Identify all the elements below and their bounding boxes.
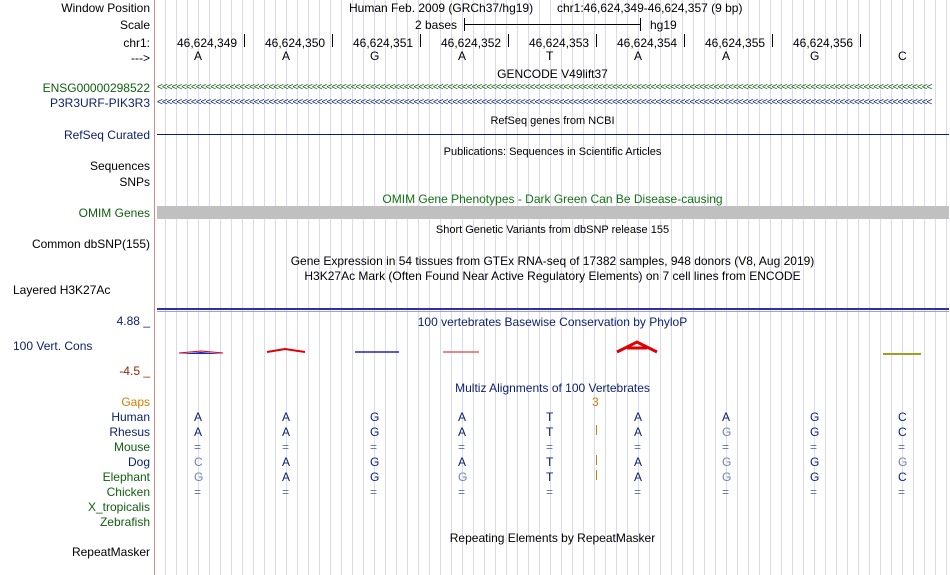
ruler-position-label: 46,624,352 (441, 36, 502, 50)
alignment-base: C (194, 455, 203, 469)
gene-track-ensg-strand-arrows: <<<<<<<<<<<<<<<<<<<<<<<<<<<<<<<<<<<<<<<<<<<<<<<<<<<<<<<<<<<<<<<<<<<<<<<<<<<<<<<<<<<<<<<<<<<<<<<<<<<<<<<<<<<<<<<<<<<<<<<<<<<<<<<<<<<<<<<<<<<<<<<<<<<<<<<<<<<<<<<< (157, 83, 932, 93)
alignment-base: G (810, 455, 820, 469)
ruler-position-label: 46,624,350 (265, 36, 326, 50)
gaps-label: Gaps (121, 395, 150, 409)
alignment-base: G (370, 410, 380, 424)
position-title: chr1:46,624,349-46,624,357 (9 bp) (557, 1, 743, 15)
base-letter: A (194, 49, 203, 63)
h3k27ac-track-label[interactable]: Layered H3K27Ac (13, 283, 111, 297)
alignment-base: A (722, 410, 731, 424)
gene-track-p3r3urf[interactable] (157, 98, 949, 108)
alignment-base: A (194, 410, 203, 424)
alignment-base: G (722, 455, 732, 469)
alignment-base: = (282, 440, 290, 454)
phylop-title: 100 vertebrates Basewise Conservation by PhyloP (417, 315, 688, 329)
alignment-base: A (458, 425, 467, 439)
ruler-tick (332, 34, 333, 47)
alignment-base: G (370, 455, 380, 469)
alignment-base: = (194, 485, 202, 499)
species-label-elephant[interactable]: Elephant (102, 470, 150, 484)
alignment-base: = (458, 440, 466, 454)
alignment-base: = (634, 440, 642, 454)
alignment-base: = (898, 485, 906, 499)
snps-track-label[interactable]: SNPs (119, 175, 150, 189)
alignment-base: G (722, 425, 732, 439)
alignment-base: = (722, 440, 730, 454)
ruler-position-label: 46,624,353 (529, 36, 590, 50)
sequences-track-label[interactable]: Sequences (89, 159, 150, 173)
refseq-track-label[interactable]: RefSeq Curated (63, 128, 150, 142)
dbsnp-track-label[interactable]: Common dbSNP(155) (31, 237, 150, 251)
alignment-base: C (898, 425, 907, 439)
gencode-title: GENCODE V49lift37 (497, 67, 608, 81)
multiz-title: Multiz Alignments of 100 Vertebrates (455, 381, 650, 395)
scale-text: 2 bases (415, 18, 458, 32)
alignment-base: = (898, 440, 906, 454)
base-letter: A (722, 49, 731, 63)
base-letter: A (458, 49, 467, 63)
alignment-base: G (458, 470, 468, 484)
alignment-base: = (722, 485, 730, 499)
alignment-base: A (634, 455, 643, 469)
ruler-position-label: 46,624,354 (617, 36, 678, 50)
species-label-rhesus[interactable]: Rhesus (109, 425, 150, 439)
ruler-tick (420, 34, 421, 47)
scale-bar (464, 24, 640, 25)
base-letter: G (370, 49, 380, 63)
alignment-base: A (634, 425, 643, 439)
alignment-base: A (458, 455, 467, 469)
alignment-base: C (898, 470, 907, 484)
base-letter: T (546, 49, 554, 63)
conservation-plot[interactable] (157, 338, 949, 360)
publications-title: Publications: Sequences in Scientific Articles (443, 146, 662, 158)
window-position-label: Window Position (61, 1, 150, 15)
alignment-base: = (370, 485, 378, 499)
ruler-tick (244, 34, 245, 47)
gap-mark-dog (596, 455, 597, 465)
alignment-base: G (898, 455, 908, 469)
assembly-title: Human Feb. 2009 (GRCh37/hg19) (349, 1, 534, 15)
alignment-base: T (546, 470, 554, 484)
alignment-base: A (634, 410, 643, 424)
alignment-base: A (634, 470, 643, 484)
chr-label: chr1: (123, 36, 150, 50)
alignment-base: G (810, 425, 820, 439)
alignment-base: A (194, 425, 203, 439)
alignment-base: = (634, 485, 642, 499)
species-label-x_tropicalis[interactable]: X_tropicalis (87, 500, 150, 514)
gene-label-ensg[interactable]: ENSG00000298522 (42, 81, 150, 95)
refseq-gene-line[interactable] (157, 134, 949, 135)
cons-min-label: -4.5 _ (119, 364, 150, 378)
base-letter: A (282, 49, 291, 63)
ruler-tick (596, 34, 597, 47)
alignment-base: A (282, 410, 291, 424)
alignment-base: = (282, 485, 290, 499)
ruler-position-label: 46,624,349 (177, 36, 238, 50)
gene-track-ensg[interactable] (157, 83, 949, 93)
base-letter: G (810, 49, 820, 63)
alignment-base: A (458, 410, 467, 424)
scale-label: Scale (119, 18, 150, 32)
alignment-base: G (722, 470, 732, 484)
gaps-value: 3 (592, 395, 599, 409)
base-letter: A (634, 49, 643, 63)
alignment-base: T (546, 455, 554, 469)
gene-label-p3r3urf[interactable]: P3R3URF-PIK3R3 (49, 96, 150, 110)
alignment-base: A (282, 470, 291, 484)
ruler-tick (772, 34, 773, 47)
cons-track-label[interactable]: 100 Vert. Cons (13, 339, 93, 353)
ruler-tick (684, 34, 685, 47)
species-label-human[interactable]: Human (111, 410, 150, 424)
alignment-base: T (546, 425, 554, 439)
scale-db: hg19 (650, 18, 677, 32)
alignment-base: G (810, 410, 820, 424)
h3k27ac-signal-line (157, 308, 949, 310)
repeatmasker-title: Repeating Elements by RepeatMasker (449, 531, 656, 545)
alignment-base: G (370, 425, 380, 439)
alignment-base: = (546, 440, 554, 454)
dbsnp-title: Short Genetic Variants from dbSNP release 155 (435, 224, 670, 236)
alignment-base: = (370, 440, 378, 454)
cons-mark-6 (617, 342, 657, 352)
alignment-base: A (282, 425, 291, 439)
scale-bar-right-tick (640, 18, 641, 31)
species-label-mouse[interactable]: Mouse (113, 440, 150, 454)
scale-bar-left-tick (464, 18, 465, 31)
species-label-zebrafish[interactable]: Zebrafish (99, 515, 150, 529)
alignment-base: T (546, 410, 554, 424)
ruler-tick (508, 34, 509, 47)
alignment-base: G (370, 470, 380, 484)
ruler-tick (860, 34, 861, 47)
alignment-base: = (810, 440, 818, 454)
ruler-position-label: 46,624,355 (705, 36, 766, 50)
gtex-title: Gene Expression in 54 tissues from GTEx RNA-seq of 17382 samples, 948 donors (V8, Aug 2019) (290, 254, 815, 268)
h3k27ac-title: H3K27Ac Mark (Often Found Near Active Regulatory Elements) on 7 cell lines from ENCODE (304, 269, 801, 283)
alignment-base: G (194, 470, 204, 484)
omim-track-label[interactable]: OMIM Genes (78, 206, 150, 220)
strand-label[interactable]: ---> (131, 51, 150, 65)
alignment-base: = (194, 440, 202, 454)
alignment-base: = (810, 485, 818, 499)
alignment-base: = (546, 485, 554, 499)
omim-gene-bar[interactable] (157, 206, 949, 219)
refseq-title: RefSeq genes from NCBI (490, 115, 615, 127)
omim-title: OMIM Gene Phenotypes - Dark Green Can Be Disease-causing (382, 192, 723, 206)
gap-mark-rhesus (596, 425, 597, 435)
alignment-base: = (458, 485, 466, 499)
alignment-base: A (282, 455, 291, 469)
species-label-dog[interactable]: Dog (127, 455, 150, 469)
cons-max-label: 4.88 _ (116, 314, 150, 328)
gene-track-p3r3urf-strand-arrows: <<<<<<<<<<<<<<<<<<<<<<<<<<<<<<<<<<<<<<<<<<<<<<<<<<<<<<<<<<<<<<<<<<<<<<<<<<<<<<<<<<<<<<<<<<<<<<<<<<<<<<<<<<<<<<<<<<<<<<<<<<<<<<<<<<<<<<<<<<<<<<<<<<<<<<<<<<<<<<<< (157, 98, 932, 108)
sidebar-divider (154, 0, 155, 575)
h3k27ac-signal-line-2 (157, 311, 949, 312)
ruler-position-label: 46,624,356 (793, 36, 854, 50)
gap-mark-elephant (596, 470, 597, 480)
ruler-position-label: 46,624,351 (353, 36, 414, 50)
alignment-base: C (898, 410, 907, 424)
species-label-chicken[interactable]: Chicken (106, 485, 150, 499)
repeatmasker-track-label[interactable]: RepeatMasker (71, 545, 150, 559)
cons-mark-2 (267, 349, 305, 352)
base-letter: C (898, 49, 907, 63)
alignment-base: G (810, 470, 820, 484)
